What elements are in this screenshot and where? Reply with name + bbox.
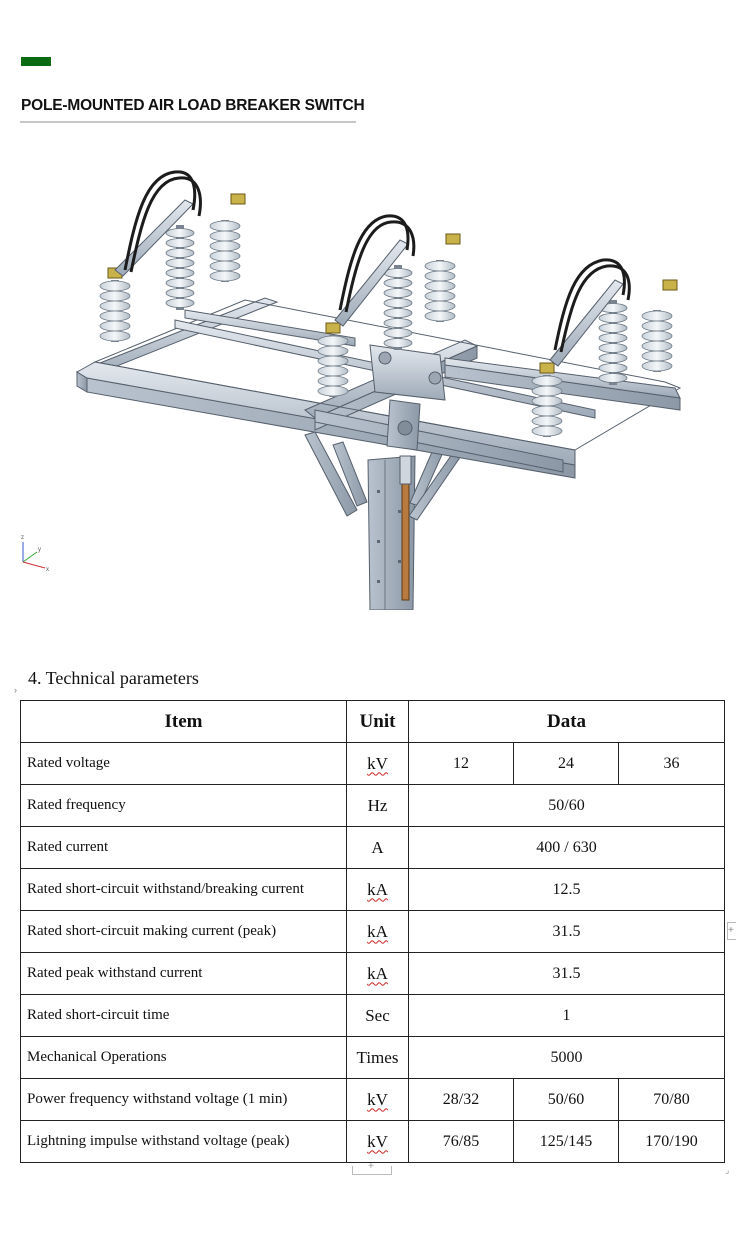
row-unit: Hz: [347, 785, 409, 827]
row-unit: Sec: [347, 995, 409, 1037]
row-value: 70/80: [619, 1079, 725, 1121]
table-row: [21, 1079, 725, 1121]
row-item: Rated short-circuit time: [21, 995, 347, 1037]
table-row: [21, 953, 725, 995]
table-row: [21, 827, 725, 869]
axis-triad: [21, 535, 49, 573]
phase-assembly-3: [532, 260, 677, 437]
title-underline: [20, 121, 356, 123]
header-data: Data: [409, 701, 725, 743]
row-unit: [347, 743, 409, 785]
table-resize-handle[interactable]: +: [352, 1166, 392, 1175]
axis-label-x: x: [46, 567, 49, 573]
row-unit: [347, 1079, 409, 1121]
table-edge-handle[interactable]: +: [727, 922, 736, 940]
row-item: Lightning impulse withstand voltage (peak): [21, 1121, 347, 1163]
row-unit: [347, 869, 409, 911]
table-row: [21, 869, 725, 911]
row-unit: [347, 953, 409, 995]
row-value: 28/32: [409, 1079, 514, 1121]
row-unit: [347, 911, 409, 953]
row-item: Rated voltage: [21, 743, 347, 785]
table-row: [21, 995, 725, 1037]
row-item: Rated current: [21, 827, 347, 869]
axis-label-z: z: [21, 535, 24, 541]
row-item: Rated short-circuit withstand/breaking current: [21, 869, 347, 911]
axis-label-y: y: [38, 547, 41, 553]
row-value: 12.5: [409, 869, 725, 911]
section-heading: 4. Technical parameters: [28, 668, 199, 688]
table-row: [21, 785, 725, 827]
table-header-row: [21, 701, 725, 743]
table-row: [21, 743, 725, 785]
table-row: [21, 911, 725, 953]
row-unit: Times: [347, 1037, 409, 1079]
operating-rod: [400, 456, 411, 600]
row-value: 31.5: [409, 911, 725, 953]
row-value: 12: [409, 743, 514, 785]
row-value: 400 / 630: [409, 827, 725, 869]
table-row: [21, 1037, 725, 1079]
technical-parameters-table: [20, 700, 725, 1163]
table-corner-marker[interactable]: ⌟: [725, 1165, 730, 1175]
row-value: 24: [514, 743, 619, 785]
row-value: 50/60: [409, 785, 725, 827]
row-item: Rated peak withstand current: [21, 953, 347, 995]
row-unit-text: kA: [367, 879, 388, 899]
row-unit: [347, 1121, 409, 1163]
row-value: 125/145: [514, 1121, 619, 1163]
row-value: 36: [619, 743, 725, 785]
accent-bar: [21, 57, 51, 66]
row-value: 5000: [409, 1037, 725, 1079]
row-item: Power frequency withstand voltage (1 min): [21, 1079, 347, 1121]
header-item: Item: [21, 701, 347, 743]
row-value: 76/85: [409, 1121, 514, 1163]
header-unit: Unit: [347, 701, 409, 743]
margin-marker: ›: [14, 685, 17, 695]
row-item: Rated short-circuit making current (peak): [21, 911, 347, 953]
table-row: [21, 1121, 725, 1163]
row-unit-text: kA: [367, 963, 388, 983]
row-value: 31.5: [409, 953, 725, 995]
row-unit-text: kA: [367, 921, 388, 941]
row-item: Mechanical Operations: [21, 1037, 347, 1079]
row-unit-text: kV: [367, 753, 388, 773]
row-value: 170/190: [619, 1121, 725, 1163]
switch-illustration: [15, 160, 735, 610]
row-unit-text: kV: [367, 1089, 388, 1109]
row-item: Rated frequency: [21, 785, 347, 827]
row-value: 1: [409, 995, 725, 1037]
row-unit: A: [347, 827, 409, 869]
row-unit-text: kV: [367, 1131, 388, 1151]
page-title: POLE-MOUNTED AIR LOAD BREAKER SWITCH: [21, 97, 365, 114]
row-value: 50/60: [514, 1079, 619, 1121]
